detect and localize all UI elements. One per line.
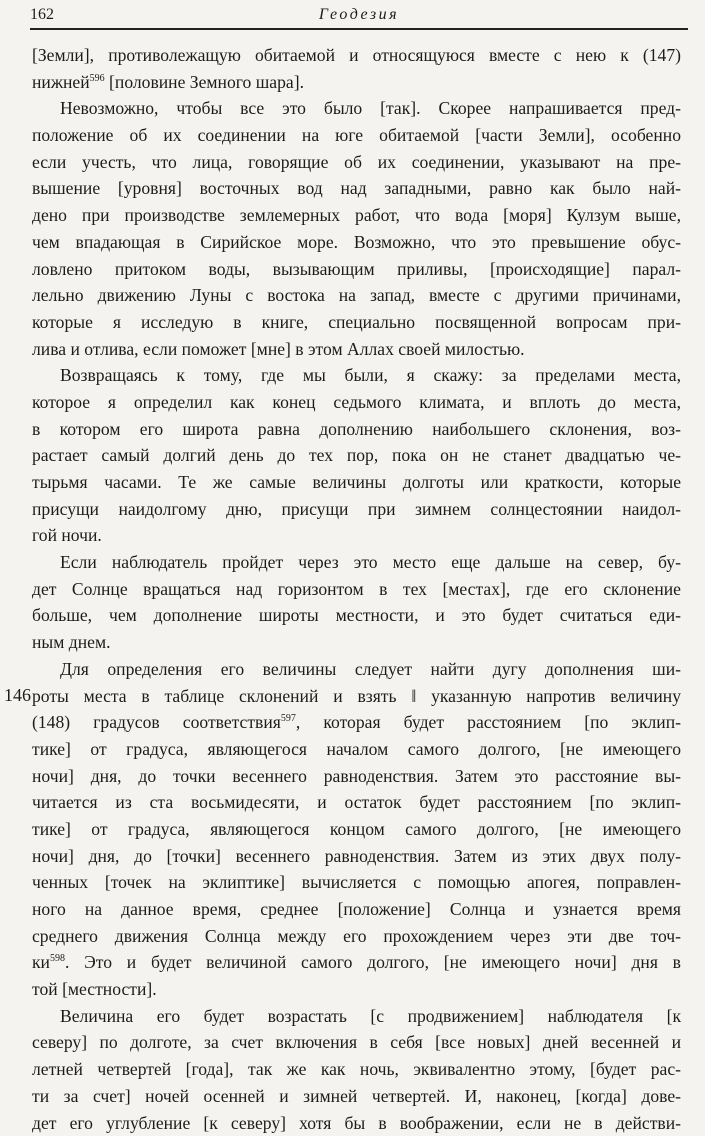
text-line: ным днем.: [32, 629, 681, 656]
text-line: дено при производстве землемерных работ, что вода [моря] Кулзум выше,: [32, 202, 681, 229]
paragraph-first-line: Если наблюдатель пройдет через это место еще дальше на север, бу-: [32, 549, 681, 576]
text-line: роты места в таблице склонений и взять ‖ указанную напротив величину: [32, 683, 681, 710]
body-text: [32, 42, 681, 1136]
text-line: ченных [точек на эклиптике] вычисляется с помощью апогея, поправлен-: [32, 869, 681, 896]
text-line: если учесть, что лица, говорящие об их соединении, указывают на пре-: [32, 149, 681, 176]
text-line: ловлено притоком воды, вызывающим приливы, [происходящие] парал-: [32, 256, 681, 283]
paragraph-first-line: Величина его будет возрастать [с продвижением] наблюдателя [к: [32, 1003, 681, 1030]
text-line: той [местности].: [32, 976, 681, 1003]
text-line: ночи] дня, до точки весеннего равноденствия. Затем это расстояние вы-: [32, 763, 681, 790]
text-line: ночи] дня, до [точки] весеннего равноденствия. Затем из этих двух полу-: [32, 843, 681, 870]
text-line: больше, чем дополнение широты местности, и это будет считаться еди-: [32, 602, 681, 629]
text-fragment: . Это и будет величиной самого долгого, [не имеющего ночи] дня в: [65, 952, 681, 972]
running-head: [30, 4, 688, 30]
paragraph-first-line: Невозможно, чтобы все это было [так]. Скорее напрашивается пред-: [32, 95, 681, 122]
paragraph-first-line: Возвращаясь к тому, где мы были, я скажу: за пределами места,: [32, 362, 681, 389]
text-line: дет его углубление [к северу] хотя бы в воображении, если не в действи-: [32, 1110, 681, 1136]
text-fragment: , которая будет расстоянием [по эклип-: [296, 712, 681, 732]
text-line: северу] по долготе, за счет включения в себя [все новых] дней весенней и: [32, 1029, 681, 1056]
text-line: растает самый долгий день до тех пор, пока он не станет двадцатью че-: [32, 442, 681, 469]
text-line: тике] от градуса, являющегося началом самого долгого, [не имеющего: [32, 736, 681, 763]
text-fragment: [половине Земного шара].: [105, 72, 304, 92]
text-line: чем впадающая в Сирийское море. Возможно, что это превышение обус-: [32, 229, 681, 256]
text-line: присущи наидолгому дню, присущи при зимнем солнцестоянии наидол-: [32, 496, 681, 523]
page-number: 162: [30, 6, 54, 24]
text-line: читается из ста восьмидесяти, и остаток будет расстоянием [по эклип-: [32, 789, 681, 816]
text-line: летней четвертей [года], так же как ночь, эквивалентно этому, [будет рас-: [32, 1056, 681, 1083]
text-line: дет Солнце вращаться над горизонтом в тех [местах], где его склонение: [32, 576, 681, 603]
text-line: [32, 709, 681, 736]
text-line: которые я исследую в книге, специально посвященной вопросам при-: [32, 309, 681, 336]
text-line: тырьмя часами. Те же самые величины долготы или краткости, которые: [32, 469, 681, 496]
paragraph-first-line: Для определения его величины следует найти дугу дополнения ши-: [32, 656, 681, 683]
text-line: вышение [уровня] восточных вод над западными, равно как было най-: [32, 175, 681, 202]
text-line: тике] от градуса, являющегося концом самого долгого, [не имеющего: [32, 816, 681, 843]
footnote-ref[interactable]: 597: [281, 713, 296, 724]
text-line: лива и отлива, если поможет [мне] в этом Аллах своей милостью.: [32, 336, 681, 363]
footnote-ref[interactable]: 596: [90, 73, 105, 84]
text-fragment: нижней: [32, 72, 90, 92]
text-line: ного на данное время, среднее [положение] Солнца и узнается время: [32, 896, 681, 923]
running-title: Геодезия: [30, 6, 688, 24]
text-line: лельно движению Луны с востока на запад, вместе с другими причинами,: [32, 282, 681, 309]
text-line: [Земли], противолежащую обитаемой и относящуюся вместе с нею к (147): [32, 42, 681, 69]
text-line: [32, 69, 681, 96]
footnote-ref[interactable]: 598: [50, 953, 65, 964]
text-fragment: ки: [32, 952, 50, 972]
text-line: ти за счет] ночей осенней и зимней четвертей. И, наконец, [когда] дове-: [32, 1083, 681, 1110]
text-line: [32, 949, 681, 976]
text-fragment: (148) градусов соответствия: [32, 712, 281, 732]
text-line: в котором его широта равна дополнению наибольшего склонения, воз-: [32, 416, 681, 443]
text-line: которое я определил как конец седьмого климата, и вплоть до места,: [32, 389, 681, 416]
margin-page-reference: 146: [4, 685, 31, 706]
text-line: среднего движения Солнца между его прохождением через эти две точ-: [32, 923, 681, 950]
text-line: положение об их соединении на юге обитаемой [части Земли], особенно: [32, 122, 681, 149]
text-line: гой ночи.: [32, 522, 681, 549]
